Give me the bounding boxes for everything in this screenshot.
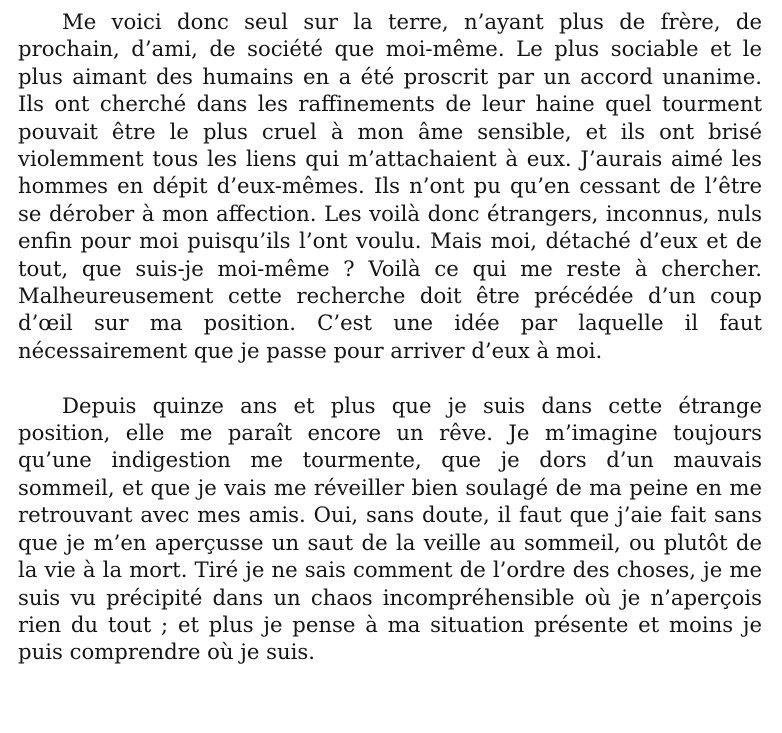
document-page [18,8,762,666]
paragraph-1: Me voici donc seul sur la terre, n’ayant plus de frère, de prochain, d’ami, de société que moi-même. Le plus sociable et le plus aimant des humains en a été proscrit par un accord unanime. Ils ont cherché dans les raffinements de leur haine quel tourment pouvait être le plus cruel à mon âme sensible, et ils ont brisé violemment tous les liens qui m’attachaient à eux. J’aurais aimé les hommes en dépit d’eux-mêmes. Ils n’ont pu qu’en cessant de l’être se dérober à mon affection. Les voilà donc étrangers, inconnus, nuls enfin pour moi puisqu’ils l’ont voulu. Mais moi, détaché d’eux et de tout, que suis-je moi-même ? Voilà ce qui me reste à chercher. Malheureusement cette recherche doit être précédée d’un coup d’œil sur ma position. C’est une idée par laquelle il faut nécessairement que je passe pour arriver d’eux à moi. [18,9,762,363]
paragraph-2: Depuis quinze ans et plus que je suis dans cette étrange position, elle me paraît encore un rêve. Je m’imagine toujours qu’une indigestion me tourmente, que je dors d’un mauvais sommeil, et que je vais me réveiller bien soulagé de ma peine en me retrouvant avec mes amis. Oui, sans doute, il faut que j’aie fait sans que je m’en aperçusse un saut de la veille au sommeil, ou plutôt de la vie à la mort. Tiré je ne sais comment de l’ordre des choses, je me suis vu précipité dans un chaos incompréhensible où je n’aperçois rien du tout ; et plus je pense à ma situation présente et moins je puis comprendre où je suis. [18,392,762,665]
